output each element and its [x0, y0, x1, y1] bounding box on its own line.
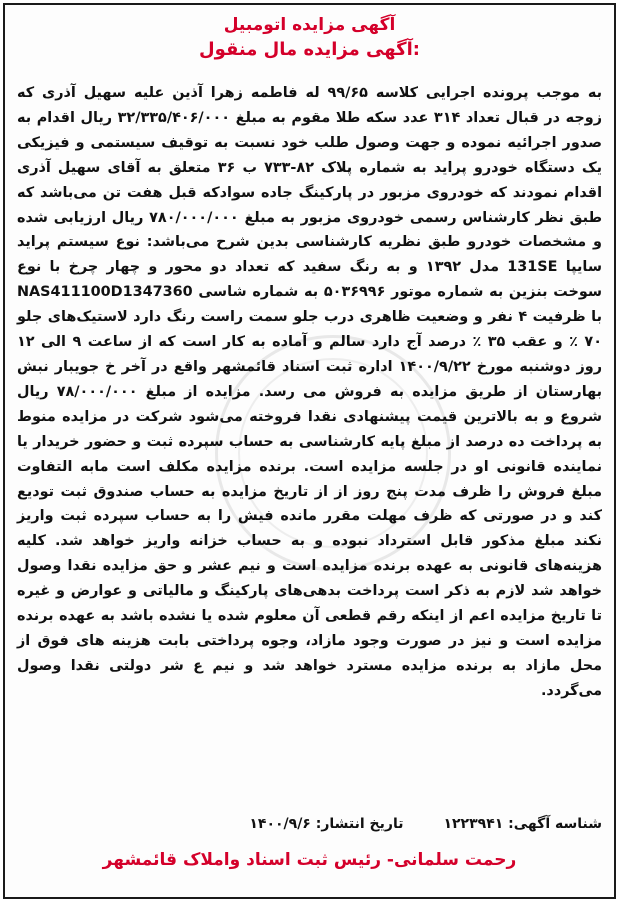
notice-subtitle: آگهی مزایده مال منقول:: [199, 39, 420, 60]
signature-line: رحمت سلمانی- رئیس ثبت اسناد واملاک قائمشهر: [102, 850, 517, 870]
notice-title: آگهی مزایده اتومبیل: [223, 15, 396, 35]
notice-meta: [17, 811, 602, 837]
notice-paragraph: به موجب پرونده اجرایی کلاسه ۹۹/۶۵ له فاطمه زهرا آذین علیه سهیل آذری که زوجه در قبال تعداد ۳۱۴ عدد سکه طلا مقوم به مبلغ ۳۲/۳۳۵/۴۰۶/۰۰۰ ریال اقدام به صدور اجرائیه نموده و جهت وصول طلب خود نسبت به توقیف سیستمی و فیزیکی یک دستگاه خودرو پراید به شماره پلاک ۸۲-۷۳۳ ب ۳۶ متعلق به آقای سهیل آذری اقدام نمودند که خودروی مزبور در پارکینگ جاده سوادکه قبل هفت تن می‌باشد که طبق نظر کارشناس رسمی خودروی مزبور به مبلغ ۷۸۰/۰۰۰/۰۰۰ ریال ارزیابی شده و مشخصات خودرو طبق نظریه کارشناسی بدین شرح می‌باشد: نوع سیستم پراید سایپا 131SE مدل ۱۳۹۲ و به رنگ سفید که تعداد دو محور و چهار چرخ با نوع سوخت بنزین به شماره موتور ۵۰۳۶۹۹۶ به شماره شاسی NAS411100D1347360 با ظرفیت ۴ نفر و وضعیت ظاهری درب جلو سمت راست رنگ دارد لاستیک‌های جلو ۷۰ ٪ و عقب ۳۵ ٪ درصد آج دارد سالم و آماده به کار است که از ساعت ۹ الی ۱۲ روز دوشنبه مورخ ۱۴۰۰/۹/۲۲ اداره ثبت اسناد قائمشهر واقع در آخر خ جویبار نبش بهارستان از طریق مزایده به فروش می رسد. مزایده از مبلغ ۷۸/۰۰۰/۰۰۰ ریال شروع و به بالاترین قیمت پیشنهادی نقدا فروخته می‌شود شرکت در مزایده منوط به پرداخت ده درصد از مبلغ پایه کارشناسی به حساب سپرده ثبت و حضور خریدار یا نماینده قانونی او در جلسه مزایده است. برنده مزایده مکلف است مابه التفاوت مبلغ فروش را ظرف مدت پنج روز از از تاریخ مزایده به حساب صندوق ثبت تودیع کند و در صورتی که ظرف مهلت مقرر مانده فیش را به حساب سپرده ثبت واریز نکند مبلغ مذکور قابل استرداد نبوده و به حساب خزانه واریز خواهد شد. کلیه هزینه‌های قانونی به عهده برنده مزایده است و نیم عشر و حق مزایده نقدا وصول خواهد شد لازم به ذکر است پرداخت بدهی‌های پارکینگ و مالیاتی و عوارض و غیره تا تاریخ مزایده اعم از اینکه رقم قطعی آن معلوم شده یا نشده باشد به عهده برنده مزایده است و نیز در صورت وجود مازاد، وجوه پرداختی بابت هزینه های فوق از محل مازاد به برنده مزایده مسترد خواهد شد و نیم ع شر دولتی نقدا وصول می‌گردد.: [17, 85, 603, 699]
publish-date: تاریخ انتشار: ۱۴۰۰/۹/۶: [249, 816, 404, 832]
notice-id: شناسه آگهی: ۱۲۲۳۹۴۱: [443, 816, 602, 832]
notice-body: [17, 81, 602, 801]
notice-frame: [3, 3, 616, 899]
